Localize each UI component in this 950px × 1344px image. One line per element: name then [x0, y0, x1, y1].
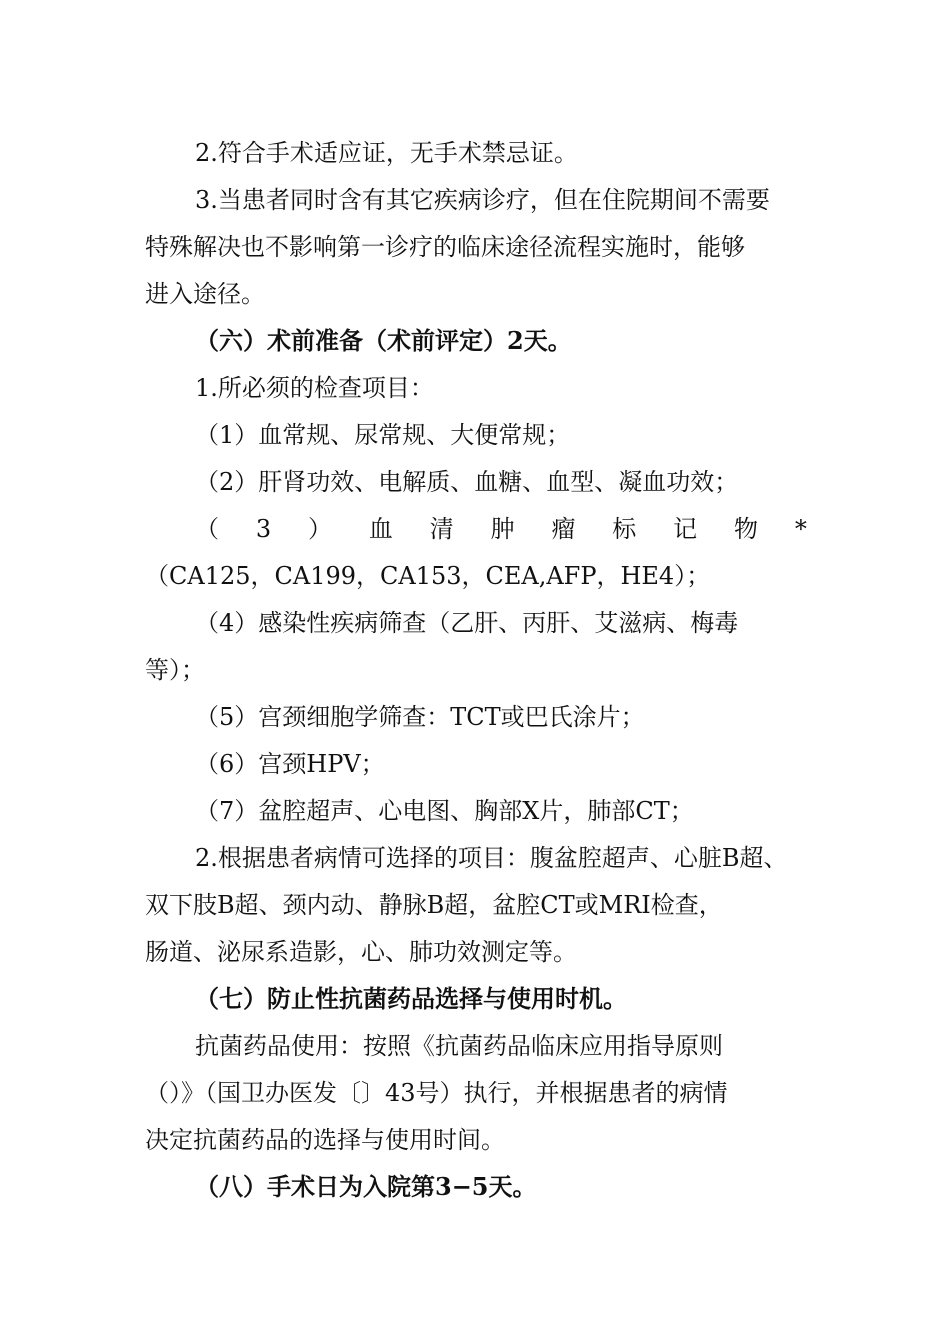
exam-item-3-char: 清 — [429, 515, 454, 543]
exam-item-5: （5）宫颈细胞学筛查：TCT或巴氏涂片； — [195, 703, 645, 731]
exam-item-3-char: 记 — [673, 515, 698, 543]
section-heading-7: （七）防止性抗菌药品选择与使用时机。 — [195, 984, 627, 1013]
exam-item-4-cont: 等）； — [145, 656, 205, 684]
section-heading-8: （八）手术日为入院第3−5天。 — [195, 1172, 537, 1201]
antibiotic-paragraph-cont-1: （）》（国卫办医发〔〕43号）执行，并根据患者的病情 — [145, 1079, 728, 1107]
exam-item-3-char: （ — [195, 515, 219, 543]
exam-item-3-char: 3 — [255, 515, 272, 543]
antibiotic-paragraph-cont-2: 决定抗菌药品的选择与使用时间。 — [145, 1126, 505, 1154]
required-exams-title: 1.所必须的检查项目： — [195, 374, 434, 402]
optional-exams-cont-2: 肠道、泌尿系造影，心、肺功效测定等。 — [145, 938, 577, 966]
exam-item-1: （1）血常规、尿常规、大便常规； — [195, 421, 571, 449]
antibiotic-paragraph: 抗菌药品使用：按照《抗菌药品临床应用指导原则 — [195, 1032, 723, 1060]
exam-item-3-char: 血 — [368, 515, 393, 543]
exam-item-3-char: 物 — [734, 515, 759, 543]
exam-item-3-cont: （CA125，CA199，CA153，CEA,AFP，HE4）； — [145, 562, 711, 590]
criteria-item-3: 3.当患者同时含有其它疾病诊疗，但在住院期间不需要 — [195, 186, 770, 214]
criteria-item-3-cont-1: 特殊解决也不影响第一诊疗的临床途径流程实施时，能够 — [145, 233, 745, 261]
criteria-item-2: 2.符合手术适应证，无手术禁忌证。 — [195, 139, 578, 167]
exam-item-2: （2）肝肾功效、电解质、血糖、血型、凝血功效； — [195, 468, 739, 496]
section-heading-6: （六）术前准备（术前评定）2天。 — [195, 326, 572, 355]
exam-item-6: （6）宫颈HPV； — [195, 750, 385, 778]
exam-item-3-char: 瘤 — [551, 515, 576, 543]
exam-item-3-char: * — [794, 515, 807, 543]
optional-exams-cont-1: 双下肢B超、颈内动、静脉B超，盆腔CT或MRI检查， — [145, 891, 723, 919]
exam-item-7: （7）盆腔超声、心电图、胸部X片，肺部CT； — [195, 797, 694, 825]
exam-item-3 — [195, 514, 807, 544]
criteria-item-3-cont-2: 进入途径。 — [145, 280, 265, 308]
exam-item-3-char: 标 — [612, 515, 637, 543]
exam-item-3-char: ） — [308, 515, 332, 543]
exam-item-3-char: 肿 — [490, 515, 515, 543]
optional-exams: 2.根据患者病情可选择的项目：腹盆腔超声、心脏B超、 — [195, 844, 788, 872]
exam-item-4: （4）感染性疾病筛查（乙肝、丙肝、艾滋病、梅毒 — [195, 609, 739, 637]
